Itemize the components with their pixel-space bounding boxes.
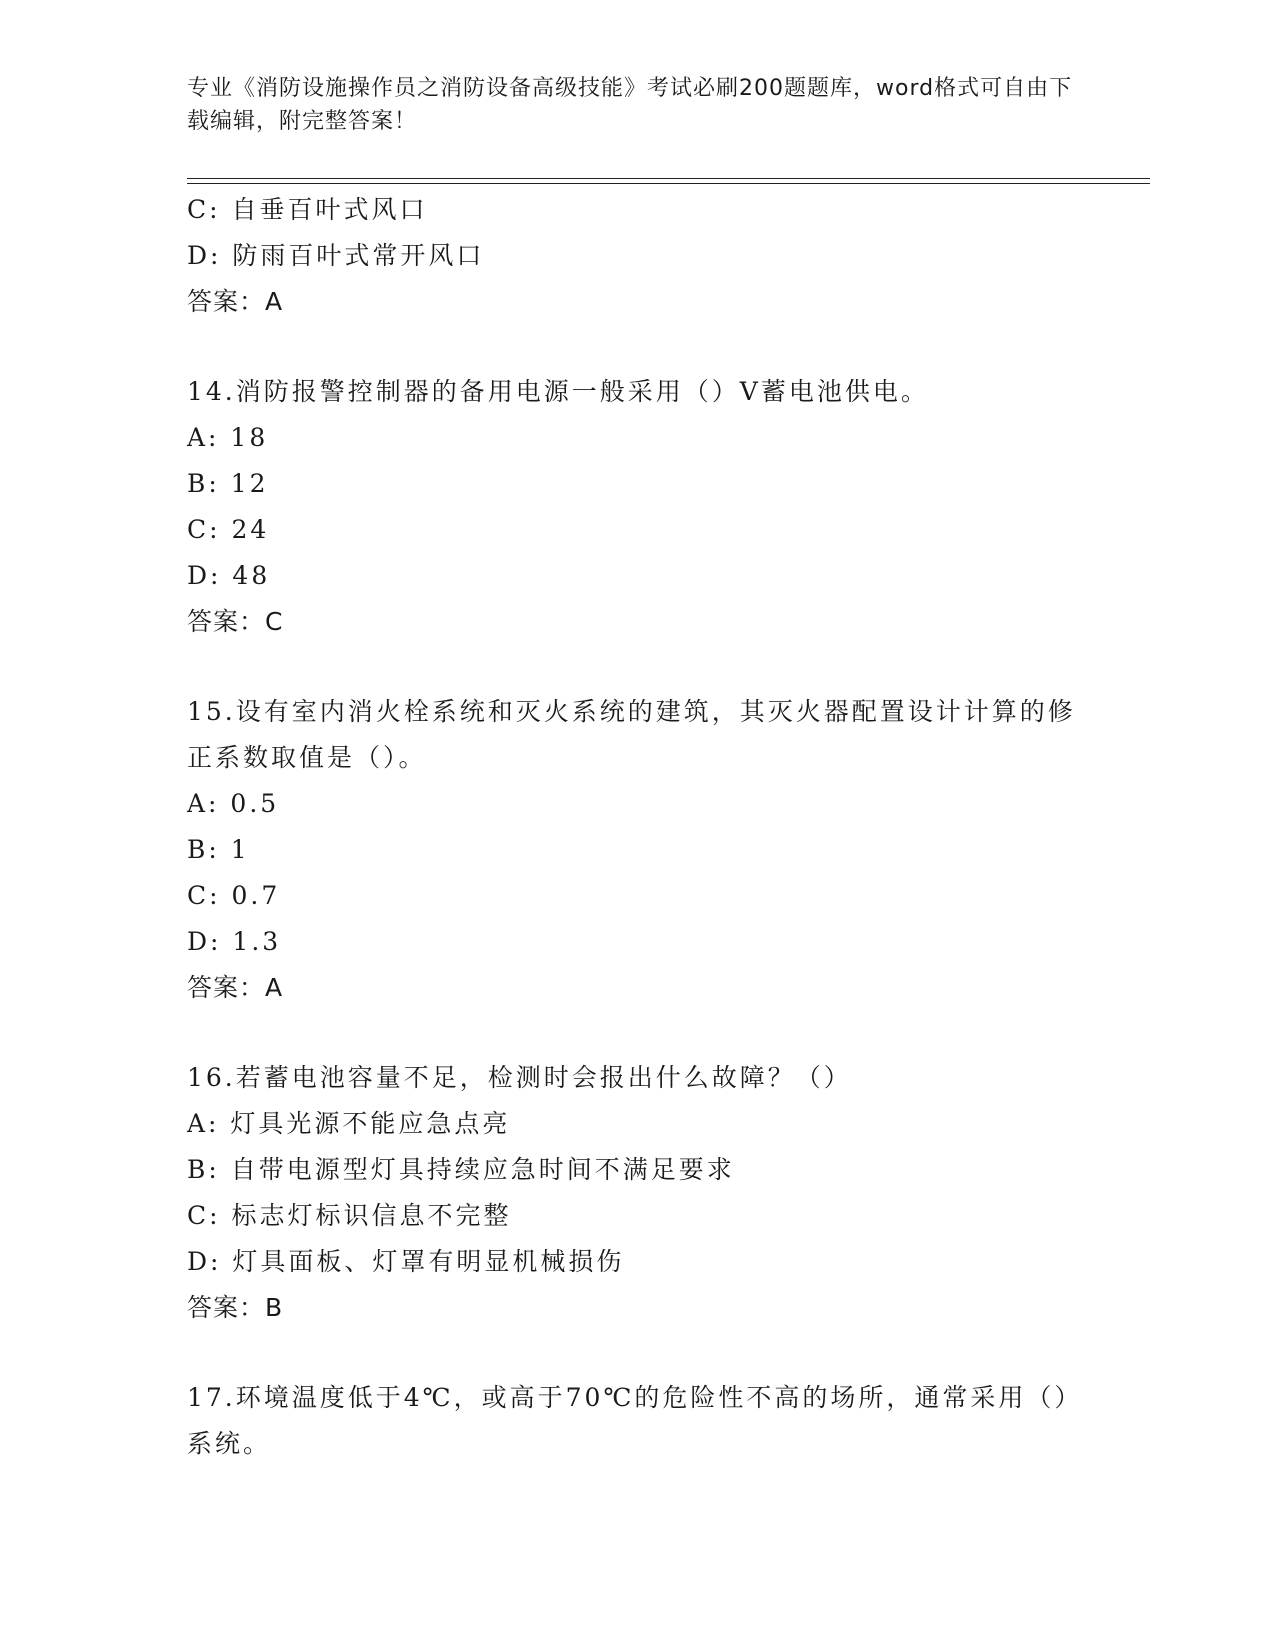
option-d: D: 灯具面板、灯罩有明显机械损伤 (187, 1247, 625, 1276)
option-d: D: 1.3 (187, 927, 282, 956)
option-c: C: 24 (187, 515, 270, 544)
option-a: A: 灯具光源不能应急点亮 (187, 1109, 511, 1138)
header-divider-top (187, 178, 1150, 179)
option-a: A: 18 (187, 423, 269, 452)
option-b: B: 12 (187, 469, 269, 498)
question-title: 16.若蓄电池容量不足，检测时会报出什么故障？（） (187, 1063, 852, 1092)
page-header: 专业《消防设施操作员之消防设备高级技能》考试必刷200题题库，word格式可自由下载编辑，附完整答案！ (187, 76, 1073, 134)
question-title: 15.设有室内消火栓系统和灭火系统的建筑，其灭火器配置设计计算的修正系数取值是（）。 (187, 697, 1076, 772)
option-c: C: 标志灯标识信息不完整 (187, 1201, 512, 1230)
header-divider-bottom (187, 183, 1150, 184)
question-title: 14.消防报警控制器的备用电源一般采用（）V蓄电池供电。 (187, 377, 929, 406)
option-d: D: 48 (187, 561, 271, 590)
option-c: C: 0.7 (187, 881, 281, 910)
question-list (187, 187, 1087, 1467)
option-b: B: 1 (187, 835, 250, 864)
answer: 答案：A (187, 287, 284, 316)
option-c: C: 自垂百叶式风口 (187, 195, 428, 224)
option-b: B: 自带电源型灯具持续应急时间不满足要求 (187, 1155, 735, 1184)
question-title: 17.环境温度低于4℃，或高于70℃的危险性不高的场所，通常采用（）系统。 (187, 1383, 1083, 1458)
answer: 答案：A (187, 973, 284, 1002)
answer: 答案：B (187, 1293, 284, 1322)
option-d: D: 防雨百叶式常开风口 (187, 241, 485, 270)
answer: 答案：C (187, 607, 284, 636)
option-a: A: 0.5 (187, 789, 280, 818)
